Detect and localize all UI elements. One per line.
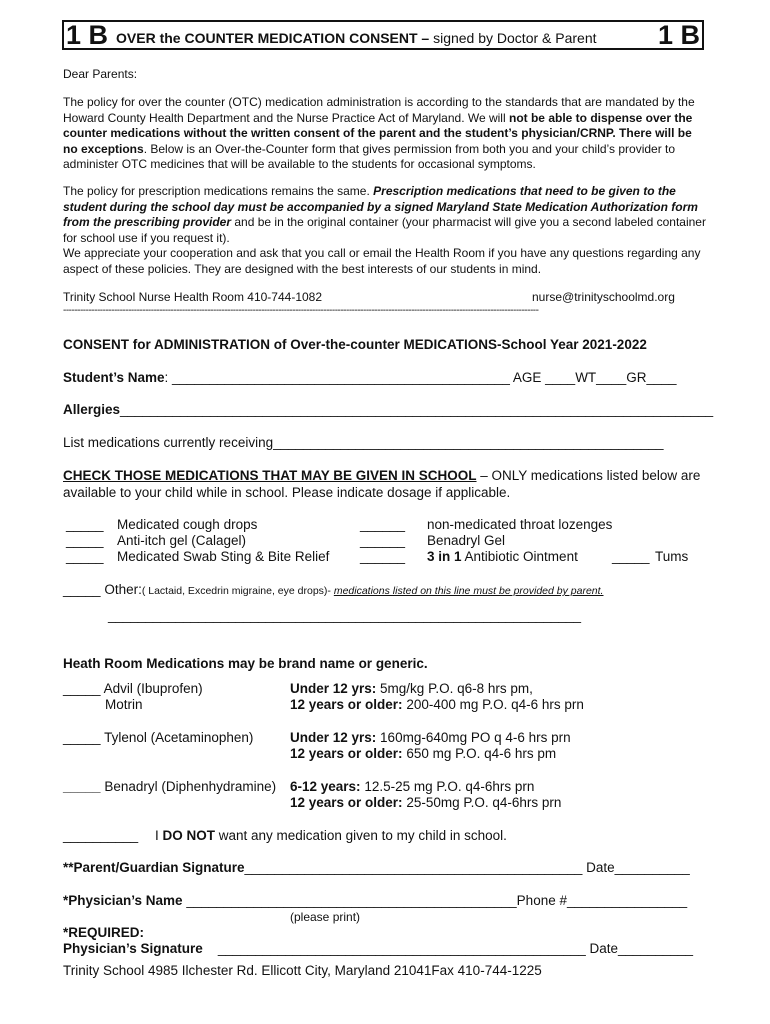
decline-statement: I DO NOT want any medication given to my child in school. — [155, 828, 507, 843]
form-code-right: 1 B — [657, 20, 700, 50]
allergies-field[interactable]: Allergies_______________________________________________________________________________ — [63, 402, 714, 417]
health-room-heading: Heath Room Medications may be brand name or generic. — [63, 656, 428, 671]
otc-checkbox-throat-lozenges[interactable]: ______ — [360, 517, 406, 532]
otc-checkbox-sting-relief[interactable]: _____ — [66, 549, 104, 564]
physician-name-hint: (please print) — [290, 910, 361, 924]
form-header — [62, 20, 704, 50]
otc-label-sting-relief: Medicated Swab Sting & Bite Relief — [117, 549, 330, 564]
otc-label-anti-itch: Anti-itch gel (Calagel) — [117, 533, 247, 548]
benadryl-dose-6-12: 6-12 years: 12.5-25 mg P.O. q4-6hrs prn — [290, 779, 535, 794]
other-medication-line[interactable]: _______________________________________________________________ — [108, 608, 582, 623]
health-med-tylenol[interactable]: _____ Tylenol (Acetaminophen) — [63, 730, 254, 745]
form-title: OVER the COUNTER MEDICATION CONSENT – signed by Doctor & Parent — [116, 30, 597, 46]
otc-checkbox-cough-drops[interactable]: _____ — [66, 517, 104, 532]
student-name-field[interactable]: Student’s Name: _____________________________________________ AGE ____WT____GR____ — [63, 370, 677, 385]
greeting: Dear Parents: — [63, 67, 138, 81]
nurse-phone: Trinity School Nurse Health Room 410-744-1082 — [63, 290, 323, 304]
otc-checkbox-anti-itch[interactable]: _____ — [66, 533, 104, 548]
decline-checkbox[interactable]: __________ — [63, 828, 139, 843]
otc-label-throat-lozenges: non-medicated throat lozenges — [427, 517, 613, 532]
physician-name-field[interactable]: *Physician’s Name ____________________________________________Phone #________________ — [63, 893, 688, 908]
form-code-left: 1 B — [66, 20, 109, 50]
otc-label-tums: Tums — [655, 549, 689, 564]
other-medication-field[interactable]: _____ Other:( Lactaid, Excedrin migraine, eye drops)- medications listed on this line must be provided by parent. — [63, 582, 604, 597]
prescription-policy-paragraph: The policy for prescription medications remains the same. Prescription medications that need to be given to the student during the school day must be accompanied by a signed Maryland State Medication Authorization form from the prescribing provider and be in the original container (your pharmacist will give you a second labeled container for school use if you request it). We appreciate your cooperation and ask that you call or email the Health Room if you have any questions regarding any aspect of these policies. They are designed with the best interests of our students in mind. — [63, 184, 706, 276]
otc-checkbox-tums[interactable]: _____ — [612, 549, 650, 564]
health-med-advil[interactable]: _____ Advil (Ibuprofen) — [63, 681, 203, 696]
otc-checkbox-antibiotic-ointment[interactable]: ______ — [360, 549, 406, 564]
tylenol-dose-12-older: 12 years or older: 650 mg P.O. q4-6 hrs pm — [290, 746, 557, 761]
tylenol-dose-under-12: Under 12 yrs: 160mg-640mg PO q 4-6 hrs prn — [290, 730, 571, 745]
otc-policy-paragraph: The policy for over the counter (OTC) medication administration is according to the standards that are mandated by the Howard County Health Department and the Nurse Practice Act of Maryland. We will not be able to dispense over the counter medications without the written consent of the parent and the student’s physician/CRNP. There will be no exceptions. Below is an Over-the-Counter form that gives permission from both you and your child’s provider to administer OTC medicines that will be available to the students for occasional symptoms. — [63, 95, 695, 171]
otc-label-benadryl-gel: Benadryl Gel — [427, 533, 506, 548]
physician-signature-field[interactable]: Physician’s Signature _________________________________________________ Date__________ — [63, 941, 694, 956]
current-medications-field[interactable]: List medications currently receiving____________________________________________________ — [63, 435, 664, 450]
otc-checkbox-benadryl-gel[interactable]: ______ — [360, 533, 406, 548]
consent-title: CONSENT for ADMINISTRATION of Over-the-counter MEDICATIONS-School Year 2021-2022 — [63, 337, 647, 352]
otc-label-cough-drops: Medicated cough drops — [117, 517, 258, 532]
benadryl-dose-12-older: 12 years or older: 25-50mg P.O. q4-6hrs prn — [290, 795, 562, 810]
required-label: *REQUIRED: — [63, 925, 145, 940]
footer-address: Trinity School 4985 Ilchester Rd. Ellicott City, Maryland 21041Fax 410-744-1225 — [63, 963, 542, 978]
cut-line-divider: ------------------------------------------------------------------------------------------------------------------------------------------------------------------------ — [63, 305, 539, 316]
parent-signature-field[interactable]: **Parent/Guardian Signature_____________________________________________ Date__________ — [63, 860, 690, 875]
health-med-benadryl[interactable]: _____ Benadryl (Diphenhydramine) — [63, 779, 277, 794]
nurse-email: nurse@trinityschoolmd.org — [532, 290, 675, 304]
advil-dose-12-older: 12 years or older: 200-400 mg P.O. q4-6 hrs prn — [290, 697, 584, 712]
health-med-advil-alt: Motrin — [105, 697, 143, 712]
otc-label-antibiotic-ointment: 3 in 1 Antibiotic Ointment — [427, 549, 578, 564]
advil-dose-under-12: Under 12 yrs: 5mg/kg P.O. q6-8 hrs pm, — [290, 681, 533, 696]
check-medications-instructions: CHECK THOSE MEDICATIONS THAT MAY BE GIVEN IN SCHOOL – ONLY medications listed below are available to your child while in school. Please indicate dosage if applicable. — [63, 468, 701, 500]
